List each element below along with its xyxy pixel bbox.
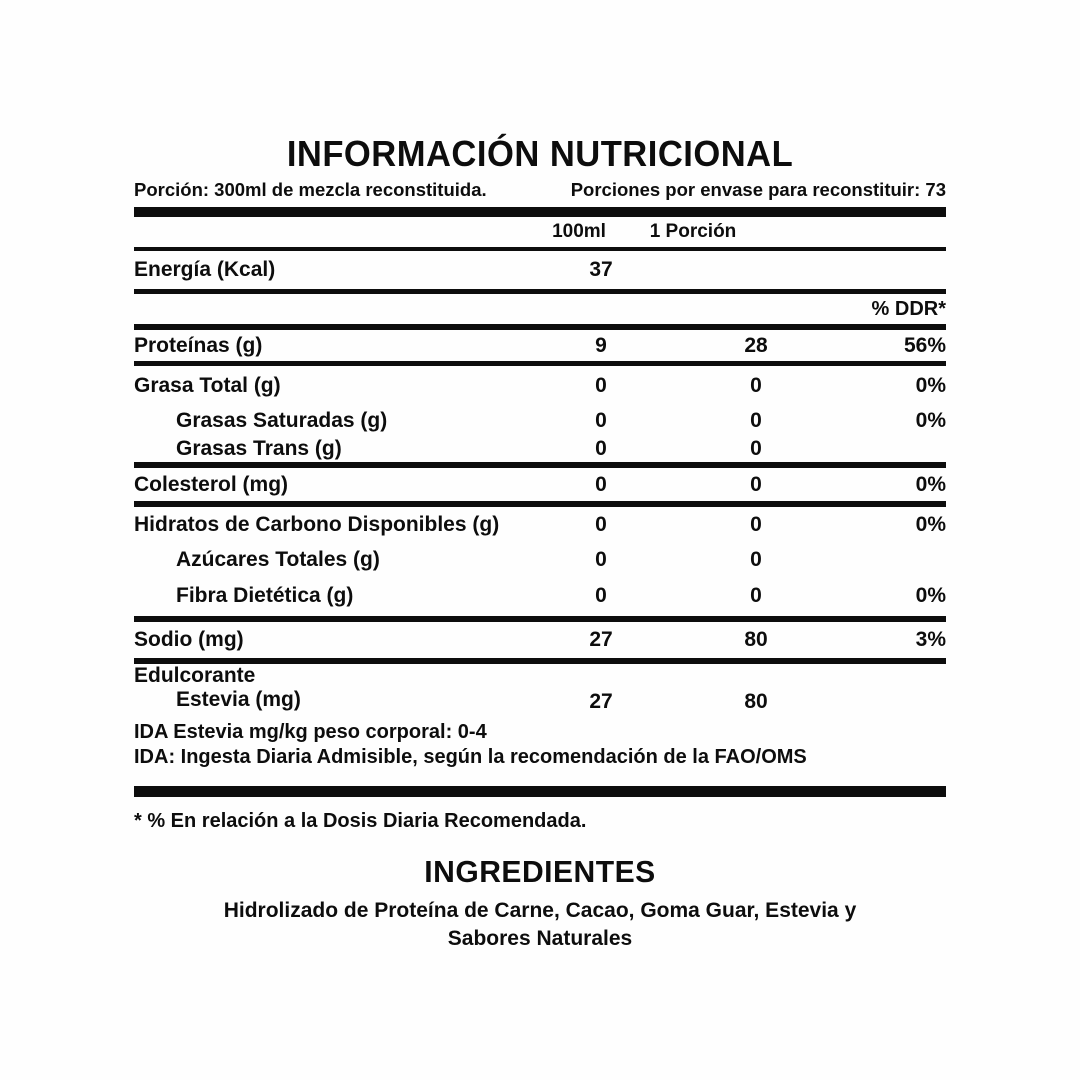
value-porcion: 80 (744, 690, 768, 713)
row-label: Proteínas (g) (134, 333, 263, 357)
row-label: Grasa Total (g) (134, 374, 281, 397)
serving-size-text: Porción: 300ml de mezcla reconstituida. (134, 179, 487, 200)
row-grasas-trans (134, 436, 946, 462)
value-100ml: 0 (595, 513, 607, 536)
ingredients-line2: Sabores Naturales (447, 927, 633, 950)
row-label: Sodio (mg) (134, 628, 244, 651)
value-porcion: 28 (744, 333, 768, 357)
value-porcion: 0 (750, 584, 762, 607)
value-ddr: 0% (915, 409, 946, 432)
row-grasa-total (134, 366, 946, 406)
value-100ml: 27 (589, 628, 613, 651)
row-sodio (134, 622, 946, 658)
thick-divider-bottom (134, 786, 946, 797)
value-ddr: 0% (915, 472, 946, 496)
ingredients-text (134, 897, 946, 953)
edulcorante-line2: Estevia (mg) (176, 688, 301, 711)
value-ddr: 0% (915, 513, 946, 536)
value-porcion: 0 (750, 409, 762, 432)
value-porcion: 0 (750, 547, 762, 571)
row-hidratos-carbono (134, 507, 946, 543)
value-ddr: 0% (915, 584, 946, 607)
row-label: Energía (Kcal) (134, 258, 276, 281)
value-100ml: 9 (595, 333, 607, 357)
value-ddr: 56% (903, 333, 946, 357)
ddr-header: % DDR* (871, 298, 946, 320)
row-label: Grasas Saturadas (g) (176, 409, 388, 432)
thick-divider-top (134, 207, 946, 217)
value-porcion: 80 (744, 628, 768, 651)
row-label: Fibra Dietética (g) (176, 584, 354, 607)
column-header-100ml: 100ml (552, 221, 606, 242)
value-ddr: 3% (915, 628, 946, 651)
row-colesterol (134, 468, 946, 501)
row-energia (134, 251, 946, 289)
ddr-footnote: * % En relación a la Dosis Diaria Recomendada. (134, 810, 587, 832)
value-porcion: 0 (750, 513, 762, 536)
nutrition-label (134, 0, 946, 953)
page-title: INFORMACIÓN NUTRICIONAL (286, 133, 794, 174)
ida-estevia-note: IDA Estevia mg/kg peso corporal: 0-4 (134, 721, 487, 743)
row-label: Hidratos de Carbono Disponibles (g) (134, 513, 500, 536)
value-ddr: 0% (915, 374, 946, 397)
column-header-row (134, 217, 946, 247)
row-label: Grasas Trans (g) (176, 437, 342, 460)
row-label (134, 664, 556, 714)
servings-per-container-text: Porciones por envase para reconstituir: 73 (570, 179, 946, 200)
empty-cell (866, 664, 946, 714)
edulcorante-line1: Edulcorante (134, 664, 256, 687)
value-100ml: 0 (595, 409, 607, 432)
serving-info (134, 178, 946, 202)
row-fibra-dietetica (134, 576, 946, 616)
value-100ml: 27 (589, 690, 613, 713)
row-label: Colesterol (mg) (134, 472, 289, 496)
value-100ml: 37 (589, 258, 613, 281)
value-100ml: 0 (595, 472, 607, 496)
value-100ml: 0 (595, 437, 607, 460)
value-porcion: 0 (750, 472, 762, 496)
ingredients-line1: Hidrolizado de Proteína de Carne, Cacao, Goma Guar, Estevia y (223, 899, 857, 922)
value-porcion: 0 (750, 374, 762, 397)
ida-definition-note: IDA: Ingesta Diaria Admisible, según la recomendación de la FAO/OMS (134, 746, 807, 768)
row-grasas-saturadas (134, 406, 946, 436)
value-porcion: 0 (750, 437, 762, 460)
value-100ml: 0 (595, 547, 607, 571)
value-100ml: 0 (595, 374, 607, 397)
column-header-porcion: 1 Porción (649, 221, 737, 242)
ingredients-heading: INGREDIENTES (424, 854, 656, 889)
value-100ml: 0 (595, 584, 607, 607)
row-azucares-totales (134, 543, 946, 576)
row-proteinas (134, 330, 946, 361)
row-label: Azúcares Totales (g) (176, 547, 380, 571)
row-edulcorante-estevia (134, 664, 946, 714)
